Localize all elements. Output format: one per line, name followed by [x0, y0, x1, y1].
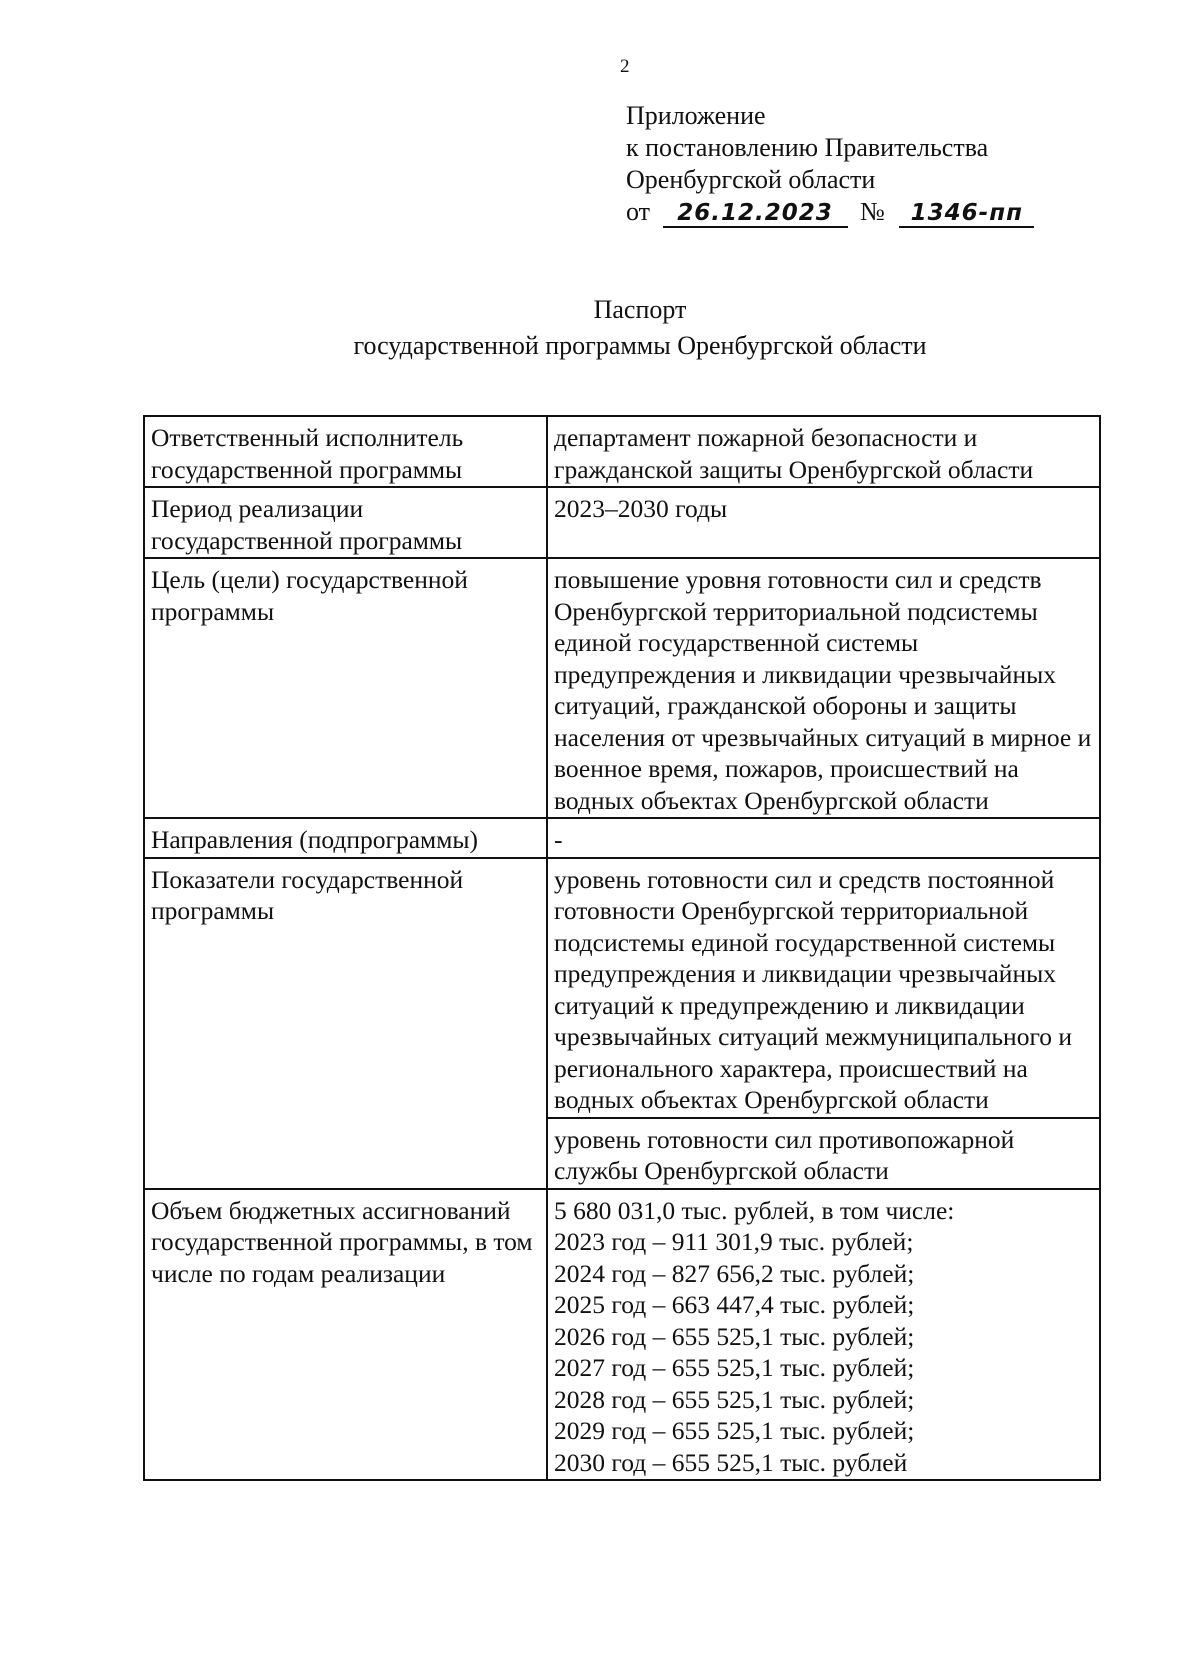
table-row	[144, 858, 1100, 1118]
date-prefix: от	[626, 197, 651, 226]
document-title	[0, 292, 1200, 364]
appendix-line-3: Оренбургской области	[626, 165, 876, 194]
budget-year-2025: 2025 год – 663 447,4 тыс. рублей;	[554, 1290, 915, 1319]
period-value: 2023–2030 годы	[547, 487, 1100, 558]
budget-year-2026: 2026 год – 655 525,1 тыс. рублей;	[554, 1321, 915, 1351]
indicator-1: уровень готовности сил и средств постоянной готовности Оренбургской территориальной подсистемы единой государственной системы предупреждения и ликвидации чрезвычайных ситуаций к предупреждению и ликвидации чрезвычайных ситуаций межмуниципального и регионального характера, происшествий на водных объектах Оренбургской области	[547, 858, 1100, 1118]
appendix-header	[626, 100, 1034, 228]
appendix-line-1: Приложение	[626, 101, 766, 130]
handwritten-date: 26.12.2023	[663, 200, 848, 228]
table-row	[144, 818, 1100, 858]
budget-year-2029: 2029 год – 655 525,1 тыс. рублей;	[554, 1416, 915, 1445]
budget-value	[547, 1189, 1100, 1481]
budget-label: Объем бюджетных ассигнований государственной программы, в том числе по годам реализации	[144, 1189, 547, 1481]
table-row	[144, 487, 1100, 558]
table-row	[144, 558, 1100, 818]
title-line-1: Паспорт	[593, 295, 687, 324]
budget-year-2023: 2023 год – 911 301,9 тыс. рублей;	[554, 1227, 914, 1256]
goal-value: повышение уровня готовности сил и средств Оренбургской территориальной подсистемы единой государственной системы предупреждения и ликвидации чрезвычайных ситуаций, гражданской обороны и защиты населения от чрезвычайных ситуаций в мирное и военное время, пожаров, происшествий на водных объектах Оренбургской области	[547, 558, 1100, 818]
budget-year-2027: 2027 год – 655 525,1 тыс. рублей;	[554, 1353, 915, 1382]
directions-label: Направления (подпрограммы)	[144, 818, 547, 858]
responsible-label: Ответственный исполнитель государственной программы	[144, 416, 547, 487]
budget-year-2030: 2030 год – 655 525,1 тыс. рублей	[554, 1447, 908, 1477]
table-row	[144, 1189, 1100, 1481]
budget-year-2028: 2028 год – 655 525,1 тыс. рублей;	[554, 1384, 915, 1414]
appendix-date-line	[626, 196, 1034, 228]
handwritten-number: 1346-пп	[899, 200, 1034, 228]
page-number: 2	[620, 56, 630, 77]
responsible-value: департамент пожарной безопасности и гражданской защиты Оренбургской области	[547, 416, 1100, 487]
passport-table	[143, 415, 1101, 1481]
number-prefix: №	[860, 197, 885, 226]
table-row	[144, 416, 1100, 487]
indicator-2: уровень готовности сил противопожарной службы Оренбургской области	[547, 1118, 1100, 1189]
period-label: Период реализации государственной программы	[144, 487, 547, 558]
directions-value: -	[547, 818, 1100, 858]
budget-year-2024: 2024 год – 827 656,2 тыс. рублей;	[554, 1258, 915, 1288]
appendix-line-2: к постановлению Правительства	[626, 133, 989, 162]
goal-label: Цель (цели) государственной программы	[144, 558, 547, 818]
indicators-label: Показатели государственной программы	[144, 858, 547, 1189]
budget-total: 5 680 031,0 тыс. рублей, в том числе:	[554, 1195, 955, 1225]
title-line-2: государственной программы Оренбургской области	[353, 331, 927, 360]
